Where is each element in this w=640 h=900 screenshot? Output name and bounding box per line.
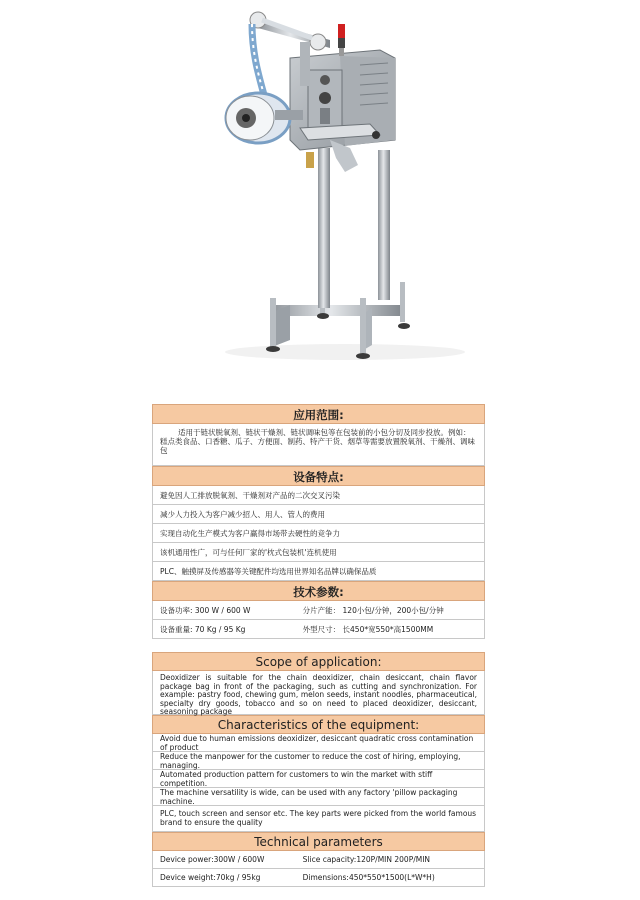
- feature-item-zh: 该机通用性广，可与任何厂家的'枕式包装机'连机使用: [152, 543, 485, 562]
- tech-row-zh: [152, 601, 485, 620]
- tech-row-en: [152, 851, 485, 869]
- feature-item-zh: 避免因人工排放脱氧剂、干燥剂对产品的二次交叉污染: [152, 486, 485, 505]
- size-zh: 外型尺寸： 长450*宽550*高1500MM: [302, 624, 434, 634]
- weight-zh: 设备重量: 70 Kg / 95 Kg: [160, 624, 246, 634]
- tech-title-zh: 技术参数:: [152, 581, 485, 601]
- capacity-zh: 分片产能： 120小包/分钟，200小包/分钟: [302, 605, 444, 615]
- tech-row-en: [152, 869, 485, 887]
- scope-text-en: Deoxidizer is suitable for the chain deoxidizer, chain desiccant, chain flavor package bag in front of the packaging, such as cutting and synchronization. For example: pastry food, chewing gum, melon seeds, instant noodles, pharmaceutical, specialty dry goods, tobacco and so on need to placed deoxidizer, desiccant, seasoning package: [152, 671, 485, 715]
- features-title-en: Characteristics of the equipment:: [152, 715, 485, 734]
- feature-item-zh: PLC、触摸屏及传感器等关键配件均选用世界知名品牌以确保品质: [152, 562, 485, 581]
- power-en: Device power:300W / 600W: [160, 855, 265, 864]
- packaging-machine-illustration: [0, 0, 640, 400]
- spec-panel-chinese: [152, 404, 485, 639]
- tech-title-en: Technical parameters: [152, 832, 485, 851]
- feature-item-en: Avoid due to human emissions deoxidizer, desiccant quadratic cross contamination of product: [152, 734, 485, 752]
- scope-title-en: Scope of application:: [152, 652, 485, 671]
- scope-title-zh: 应用范围:: [152, 404, 485, 424]
- machine-photo: [0, 0, 640, 400]
- signal-light: [338, 24, 345, 56]
- tech-row-zh: [152, 620, 485, 639]
- feature-item-zh: 减少人力投入为客户减少招人、用人、管人的费用: [152, 505, 485, 524]
- feature-item-zh: 实现自动化生产模式为客户赢得市场带去硬性的竞争力: [152, 524, 485, 543]
- machine-columns: [318, 148, 390, 308]
- feature-item-en: Reduce the manpower for the customer to reduce the cost of hiring, employing, managing.: [152, 752, 485, 770]
- feature-item-en: Automated production pattern for customers to win the market with stiff competition.: [152, 770, 485, 788]
- size-en: Dimensions:450*550*1500(L*W*H): [302, 873, 435, 882]
- spec-panel-english: [152, 652, 485, 887]
- scope-text-zh: 适用于链状脱氧剂、链状干燥剂、链状调味包等在包装前的小包分切及同步投放。例如：糕点类食品、口香糖、瓜子、方便面、制药、特产干货、烟草等需要放置脱氧剂、干燥剂、调味包: [152, 424, 485, 466]
- feature-item-en: PLC, touch screen and sensor etc. The key parts were picked from the world famous brand to ensure the quality: [152, 806, 485, 832]
- weight-en: Device weight:70kg / 95kg: [160, 873, 261, 882]
- features-title-zh: 设备特点:: [152, 466, 485, 486]
- feature-item-en: The machine versatility is wide, can be used with any factory 'pillow packaging machine.: [152, 788, 485, 806]
- capacity-en: Slice capacity:120P/MIN 200P/MIN: [302, 855, 431, 864]
- power-zh: 设备功率: 300 W / 600 W: [160, 605, 251, 615]
